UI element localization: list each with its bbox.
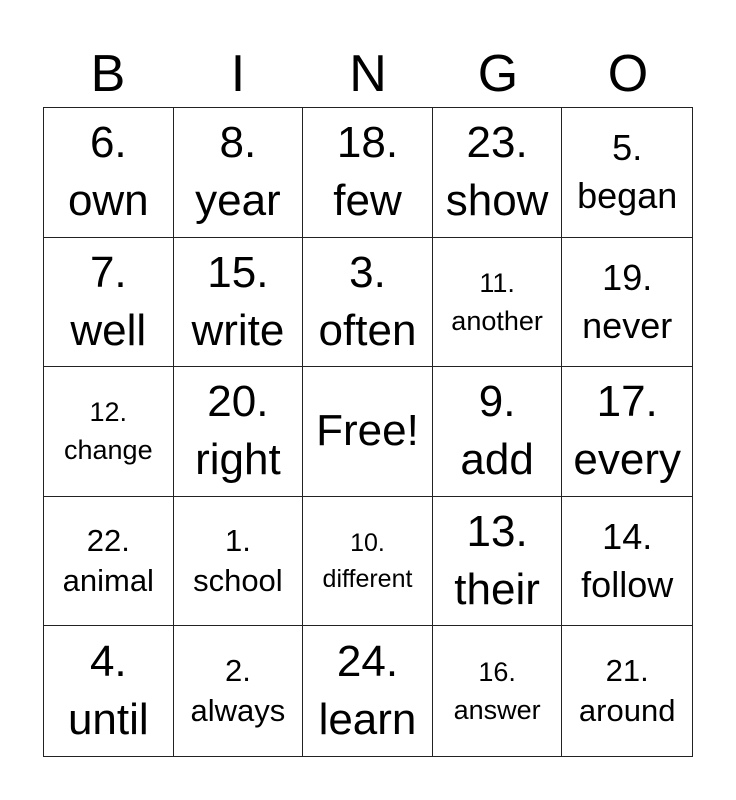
cell-word: well bbox=[70, 305, 147, 355]
bingo-cell[interactable] bbox=[174, 238, 304, 368]
bingo-cell[interactable] bbox=[44, 238, 174, 368]
cell-number: 1. bbox=[224, 523, 251, 559]
cell-number: 21. bbox=[605, 653, 649, 689]
cell-number: 13. bbox=[466, 507, 528, 557]
bingo-cell[interactable] bbox=[433, 108, 563, 238]
cell-word: always bbox=[190, 693, 286, 729]
bingo-cell[interactable] bbox=[433, 238, 563, 368]
bingo-cell[interactable] bbox=[174, 108, 304, 238]
bingo-cell[interactable] bbox=[174, 497, 304, 627]
bingo-cell[interactable] bbox=[174, 367, 304, 497]
cell-word: often bbox=[318, 305, 417, 355]
cell-word: their bbox=[454, 565, 540, 615]
bingo-cell[interactable] bbox=[433, 497, 563, 627]
bingo-cell[interactable] bbox=[562, 626, 692, 756]
cell-number: 24. bbox=[336, 637, 399, 687]
cell-word: change bbox=[64, 435, 153, 466]
cell-number: 6. bbox=[89, 118, 127, 168]
cell-number: 9. bbox=[478, 377, 516, 427]
bingo-cell[interactable] bbox=[44, 108, 174, 238]
cell-word: animal bbox=[62, 563, 154, 599]
cell-number: 10. bbox=[350, 529, 385, 558]
bingo-cell[interactable] bbox=[562, 108, 692, 238]
cell-word: write bbox=[191, 305, 285, 355]
cell-number: 18. bbox=[336, 118, 399, 168]
cell-word: add bbox=[460, 435, 534, 485]
cell-word: school bbox=[193, 563, 283, 599]
bingo-cell[interactable] bbox=[174, 626, 304, 756]
cell-word: every bbox=[573, 435, 681, 485]
cell-word: year bbox=[195, 176, 281, 226]
header-letter-i: I bbox=[230, 45, 246, 103]
header-letter-n: N bbox=[349, 45, 387, 103]
cell-word: right bbox=[195, 435, 281, 485]
cell-number: 2. bbox=[224, 653, 251, 689]
cell-number: 19. bbox=[602, 256, 653, 298]
bingo-board bbox=[43, 107, 693, 757]
cell-number: 4. bbox=[89, 637, 127, 687]
bingo-cell[interactable] bbox=[303, 497, 433, 627]
cell-number: 17. bbox=[596, 377, 658, 427]
bingo-cell[interactable] bbox=[303, 108, 433, 238]
cell-word: until bbox=[67, 695, 149, 745]
cell-word: never bbox=[582, 304, 673, 346]
cell-word: answer bbox=[453, 695, 541, 726]
cell-word: follow bbox=[581, 564, 674, 606]
cell-word: began bbox=[577, 175, 678, 217]
cell-number: 11. bbox=[479, 267, 515, 298]
free-space-label: Free! bbox=[316, 406, 419, 456]
header-letter-b: B bbox=[90, 45, 126, 103]
cell-word: show bbox=[445, 176, 549, 226]
bingo-cell[interactable] bbox=[562, 497, 692, 627]
cell-number: 20. bbox=[207, 377, 269, 427]
cell-word: few bbox=[333, 176, 402, 226]
header-letter-o: O bbox=[607, 45, 649, 103]
cell-word: learn bbox=[318, 695, 417, 745]
bingo-header bbox=[43, 44, 693, 104]
bingo-cell[interactable] bbox=[44, 367, 174, 497]
cell-word: own bbox=[67, 176, 149, 226]
bingo-cell[interactable] bbox=[433, 367, 563, 497]
cell-number: 14. bbox=[602, 516, 653, 558]
cell-number: 16. bbox=[478, 657, 516, 688]
cell-word: different bbox=[322, 565, 413, 594]
free-space-cell[interactable] bbox=[303, 367, 433, 497]
cell-number: 22. bbox=[86, 523, 130, 559]
cell-number: 5. bbox=[612, 127, 643, 169]
cell-number: 7. bbox=[89, 247, 127, 297]
cell-number: 12. bbox=[89, 397, 128, 428]
bingo-cell[interactable] bbox=[44, 497, 174, 627]
header-letter-g: G bbox=[477, 45, 519, 103]
cell-number: 23. bbox=[466, 118, 528, 168]
cell-number: 3. bbox=[349, 247, 386, 297]
bingo-cell[interactable] bbox=[303, 626, 433, 756]
bingo-cell[interactable] bbox=[433, 626, 563, 756]
bingo-cell[interactable] bbox=[303, 238, 433, 368]
bingo-cell[interactable] bbox=[562, 238, 692, 368]
cell-word: around bbox=[578, 693, 676, 729]
bingo-cell[interactable] bbox=[562, 367, 692, 497]
bingo-cell[interactable] bbox=[44, 626, 174, 756]
cell-number: 15. bbox=[207, 247, 269, 297]
cell-number: 8. bbox=[219, 118, 257, 168]
cell-word: another bbox=[451, 305, 543, 336]
